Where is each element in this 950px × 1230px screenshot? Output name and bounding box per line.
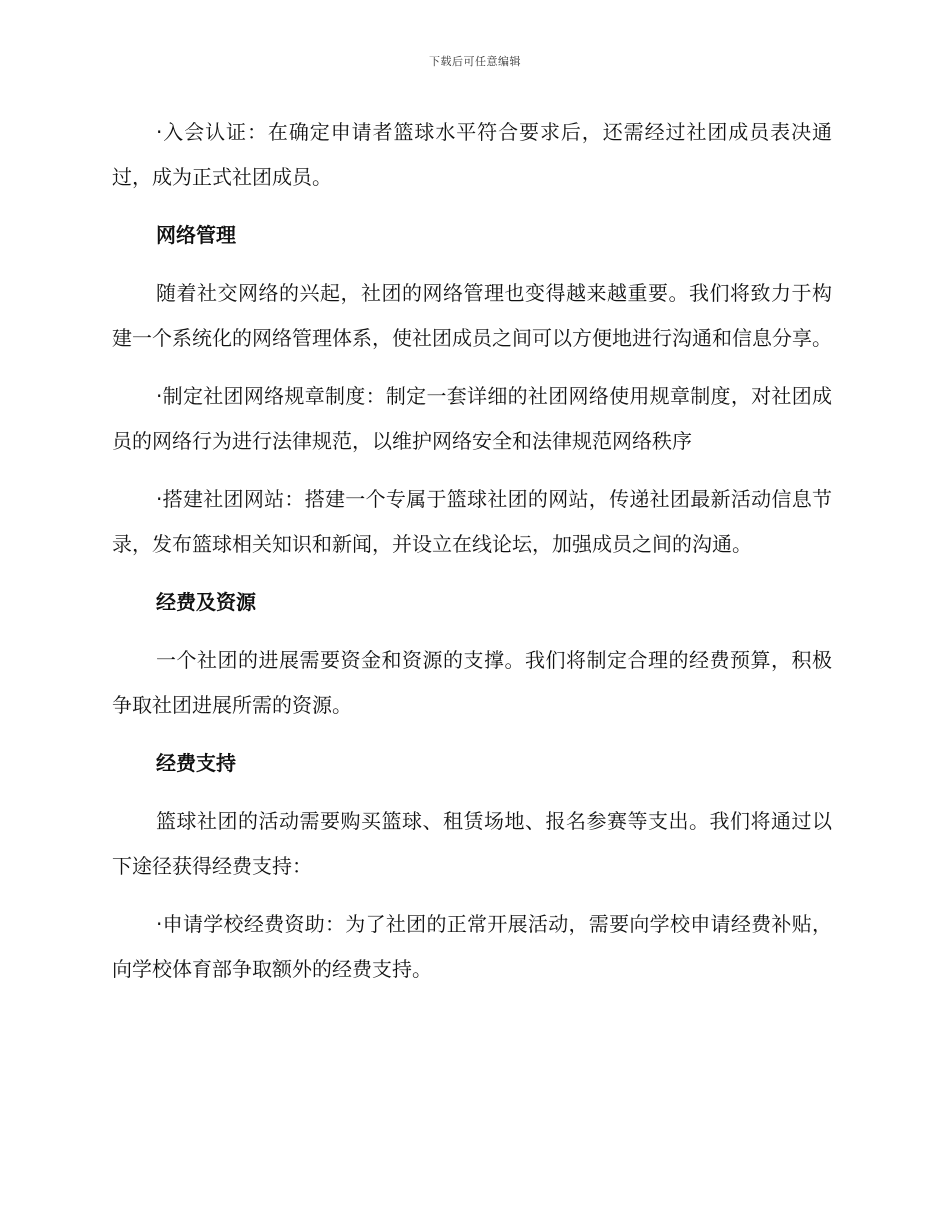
- header-note: 下载后可任意编辑: [429, 55, 521, 68]
- paragraph-network-intro: 随着社交网络的兴起，社团的网络管理也变得越来越重要。我们将致力于构建一个系统化的网络管理体系，使社团成员之间可以方便地进行沟通和信息分享。: [112, 281, 832, 350]
- heading-funding-resources: 经费及资源: [156, 590, 256, 614]
- paragraph-network-rules: ·制定社团网络规章制度：制定一套详细的社团网络使用规章制度，对社团成员的网络行为进行法律规范，以维护网络安全和法律规范网络秩序: [112, 384, 832, 453]
- document-body: [112, 110, 832, 1005]
- paragraph-funding-needs: 篮球社团的活动需要购买篮球、租赁场地、报名参赛等支出。我们将通过以下途径获得经费支持：: [112, 809, 832, 878]
- paragraph-membership-certification: ·入会认证：在确定申请者篮球水平符合要求后，还需经过社团成员表决通过，成为正式社团成员。: [112, 120, 832, 189]
- paragraph-club-website: ·搭建社团网站：搭建一个专属于篮球社团的网站，传递社团最新活动信息节录，发布篮球相关知识和新闻，并设立在线论坛，加强成员之间的沟通。: [112, 487, 832, 556]
- heading-funding-support: 经费支持: [156, 751, 236, 775]
- heading-network-management: 网络管理: [156, 223, 236, 247]
- paragraph-funding-intro: 一个社团的进展需要资金和资源的支撑。我们将制定合理的经费预算，积极争取社团进展所需的资源。: [112, 648, 832, 717]
- paragraph-school-funding: ·申请学校经费资助：为了社团的正常开展活动，需要向学校申请经费补贴，向学校体育部争取额外的经费支持。: [112, 912, 832, 981]
